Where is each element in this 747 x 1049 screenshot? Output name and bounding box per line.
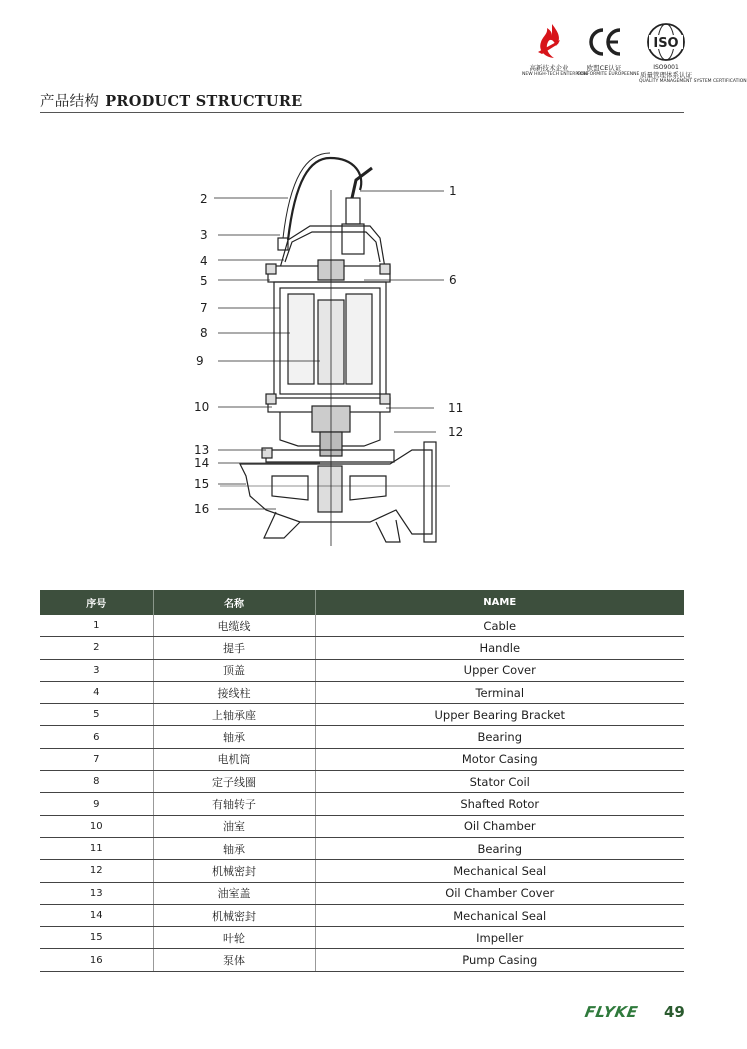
cell-name-en: Terminal	[315, 681, 684, 703]
table-row	[40, 882, 684, 904]
cell-no: 6	[40, 726, 153, 748]
ce-cn: 欧盟CE认证	[586, 64, 622, 72]
svg-text:ISO: ISO	[653, 36, 679, 51]
cell-no: 2	[40, 637, 153, 659]
table-row	[40, 615, 684, 637]
footer	[585, 1003, 685, 1023]
cell-name-en: Bearing	[315, 837, 684, 859]
iso-code: ISO9001	[653, 64, 679, 71]
iso-globe-icon	[644, 22, 688, 62]
ce-en: CONFORMITE EUROPEENNE	[577, 72, 640, 77]
cell-no: 16	[40, 949, 153, 971]
cell-no: 4	[40, 681, 153, 703]
callout-9: 9	[196, 354, 204, 368]
cell-name-en: Mechanical Seal	[315, 860, 684, 882]
table-row	[40, 659, 684, 681]
cell-name-en: Bearing	[315, 726, 684, 748]
cell-no: 12	[40, 860, 153, 882]
cell-name-cn: 轴承	[153, 726, 315, 748]
iso-cn: 质量管理体系认证	[640, 71, 692, 79]
callout-8: 8	[200, 326, 208, 340]
cell-name-en: Oil Chamber	[315, 815, 684, 837]
cell-name-cn: 叶轮	[153, 927, 315, 949]
header-name-cn: 名称	[153, 590, 315, 615]
callout-7: 7	[200, 301, 208, 315]
cell-name-en: Mechanical Seal	[315, 904, 684, 926]
new-high-tech-cn: 高新技术企业	[529, 64, 569, 72]
cell-name-cn: 油室盖	[153, 882, 315, 904]
cell-no: 7	[40, 748, 153, 770]
callout-2: 2	[200, 192, 208, 206]
cell-name-en: Oil Chamber Cover	[315, 882, 684, 904]
table-row	[40, 771, 684, 793]
cell-name-en: Pump Casing	[315, 949, 684, 971]
callout-6: 6	[449, 273, 457, 287]
callout-16: 16	[194, 502, 210, 516]
ce-logo	[577, 22, 640, 77]
cell-no: 15	[40, 927, 153, 949]
section-title-cn: 产品结构	[40, 94, 100, 110]
callout-14: 14	[194, 456, 210, 470]
cell-name-cn: 油室	[153, 815, 315, 837]
table-row	[40, 704, 684, 726]
table-row	[40, 748, 684, 770]
cell-no: 9	[40, 793, 153, 815]
cell-name-en: Upper Bearing Bracket	[315, 704, 684, 726]
cell-no: 5	[40, 704, 153, 726]
table-row	[40, 927, 684, 949]
cell-no: 10	[40, 815, 153, 837]
cell-name-en: Stator Coil	[315, 771, 684, 793]
ce-mark-icon	[584, 22, 624, 62]
cell-no: 1	[40, 615, 153, 637]
iso-logo	[639, 22, 747, 84]
callout-10: 10	[194, 400, 210, 414]
cell-name-cn: 泵体	[153, 949, 315, 971]
section-title	[40, 90, 303, 111]
title-divider	[40, 112, 684, 113]
callout-5: 5	[200, 274, 208, 288]
pump-diagram	[180, 150, 480, 550]
cell-no: 13	[40, 882, 153, 904]
callout-1: 1	[449, 184, 457, 198]
cell-name-en: Impeller	[315, 927, 684, 949]
page-number: 49	[664, 1003, 685, 1021]
callout-4: 4	[200, 254, 208, 268]
table-row	[40, 904, 684, 926]
section-title-en: PRODUCT STRUCTURE	[105, 93, 303, 110]
header-no: 序号	[40, 590, 153, 615]
cell-name-cn: 轴承	[153, 837, 315, 859]
cell-name-en: Shafted Rotor	[315, 793, 684, 815]
cell-name-cn: 机械密封	[153, 860, 315, 882]
cell-name-cn: 定子线圈	[153, 771, 315, 793]
callout-13: 13	[194, 443, 210, 457]
cell-no: 11	[40, 837, 153, 859]
table-row	[40, 637, 684, 659]
callout-11: 11	[448, 401, 464, 415]
iso-en: QUALITY MANAGEMENT SYSTEM CERTIFICATION	[639, 79, 747, 84]
cell-name-cn: 电缆线	[153, 615, 315, 637]
cell-name-cn: 顶盖	[153, 659, 315, 681]
callout-12: 12	[448, 425, 464, 439]
table-row	[40, 860, 684, 882]
new-high-tech-logo	[522, 22, 589, 77]
table-row	[40, 793, 684, 815]
flame-icon	[532, 22, 566, 62]
table-header-row	[40, 590, 684, 615]
cell-name-en: Handle	[315, 637, 684, 659]
cell-name-en: Motor Casing	[315, 748, 684, 770]
cell-name-cn: 机械密封	[153, 904, 315, 926]
cell-name-cn: 接线柱	[153, 681, 315, 703]
cell-name-cn: 上轴承座	[153, 704, 315, 726]
table-row	[40, 837, 684, 859]
table-row	[40, 815, 684, 837]
cell-name-cn: 有轴转子	[153, 793, 315, 815]
brand-logo: FLYKE	[583, 1003, 640, 1021]
callout-3: 3	[200, 228, 208, 242]
cell-name-en: Upper Cover	[315, 659, 684, 681]
table-row	[40, 949, 684, 971]
cell-no: 8	[40, 771, 153, 793]
cell-name-en: Cable	[315, 615, 684, 637]
parts-table	[40, 590, 684, 972]
table-row	[40, 681, 684, 703]
certification-logos	[522, 22, 747, 94]
cell-no: 3	[40, 659, 153, 681]
callout-15: 15	[194, 477, 210, 491]
pump-cross-section-drawing	[180, 150, 480, 550]
header-name-en: NAME	[315, 590, 684, 615]
table-row	[40, 726, 684, 748]
cell-name-cn: 提手	[153, 637, 315, 659]
cell-no: 14	[40, 904, 153, 926]
new-high-tech-en: NEW HIGH-TECH ENTERPRISE	[522, 72, 589, 77]
cell-name-cn: 电机筒	[153, 748, 315, 770]
